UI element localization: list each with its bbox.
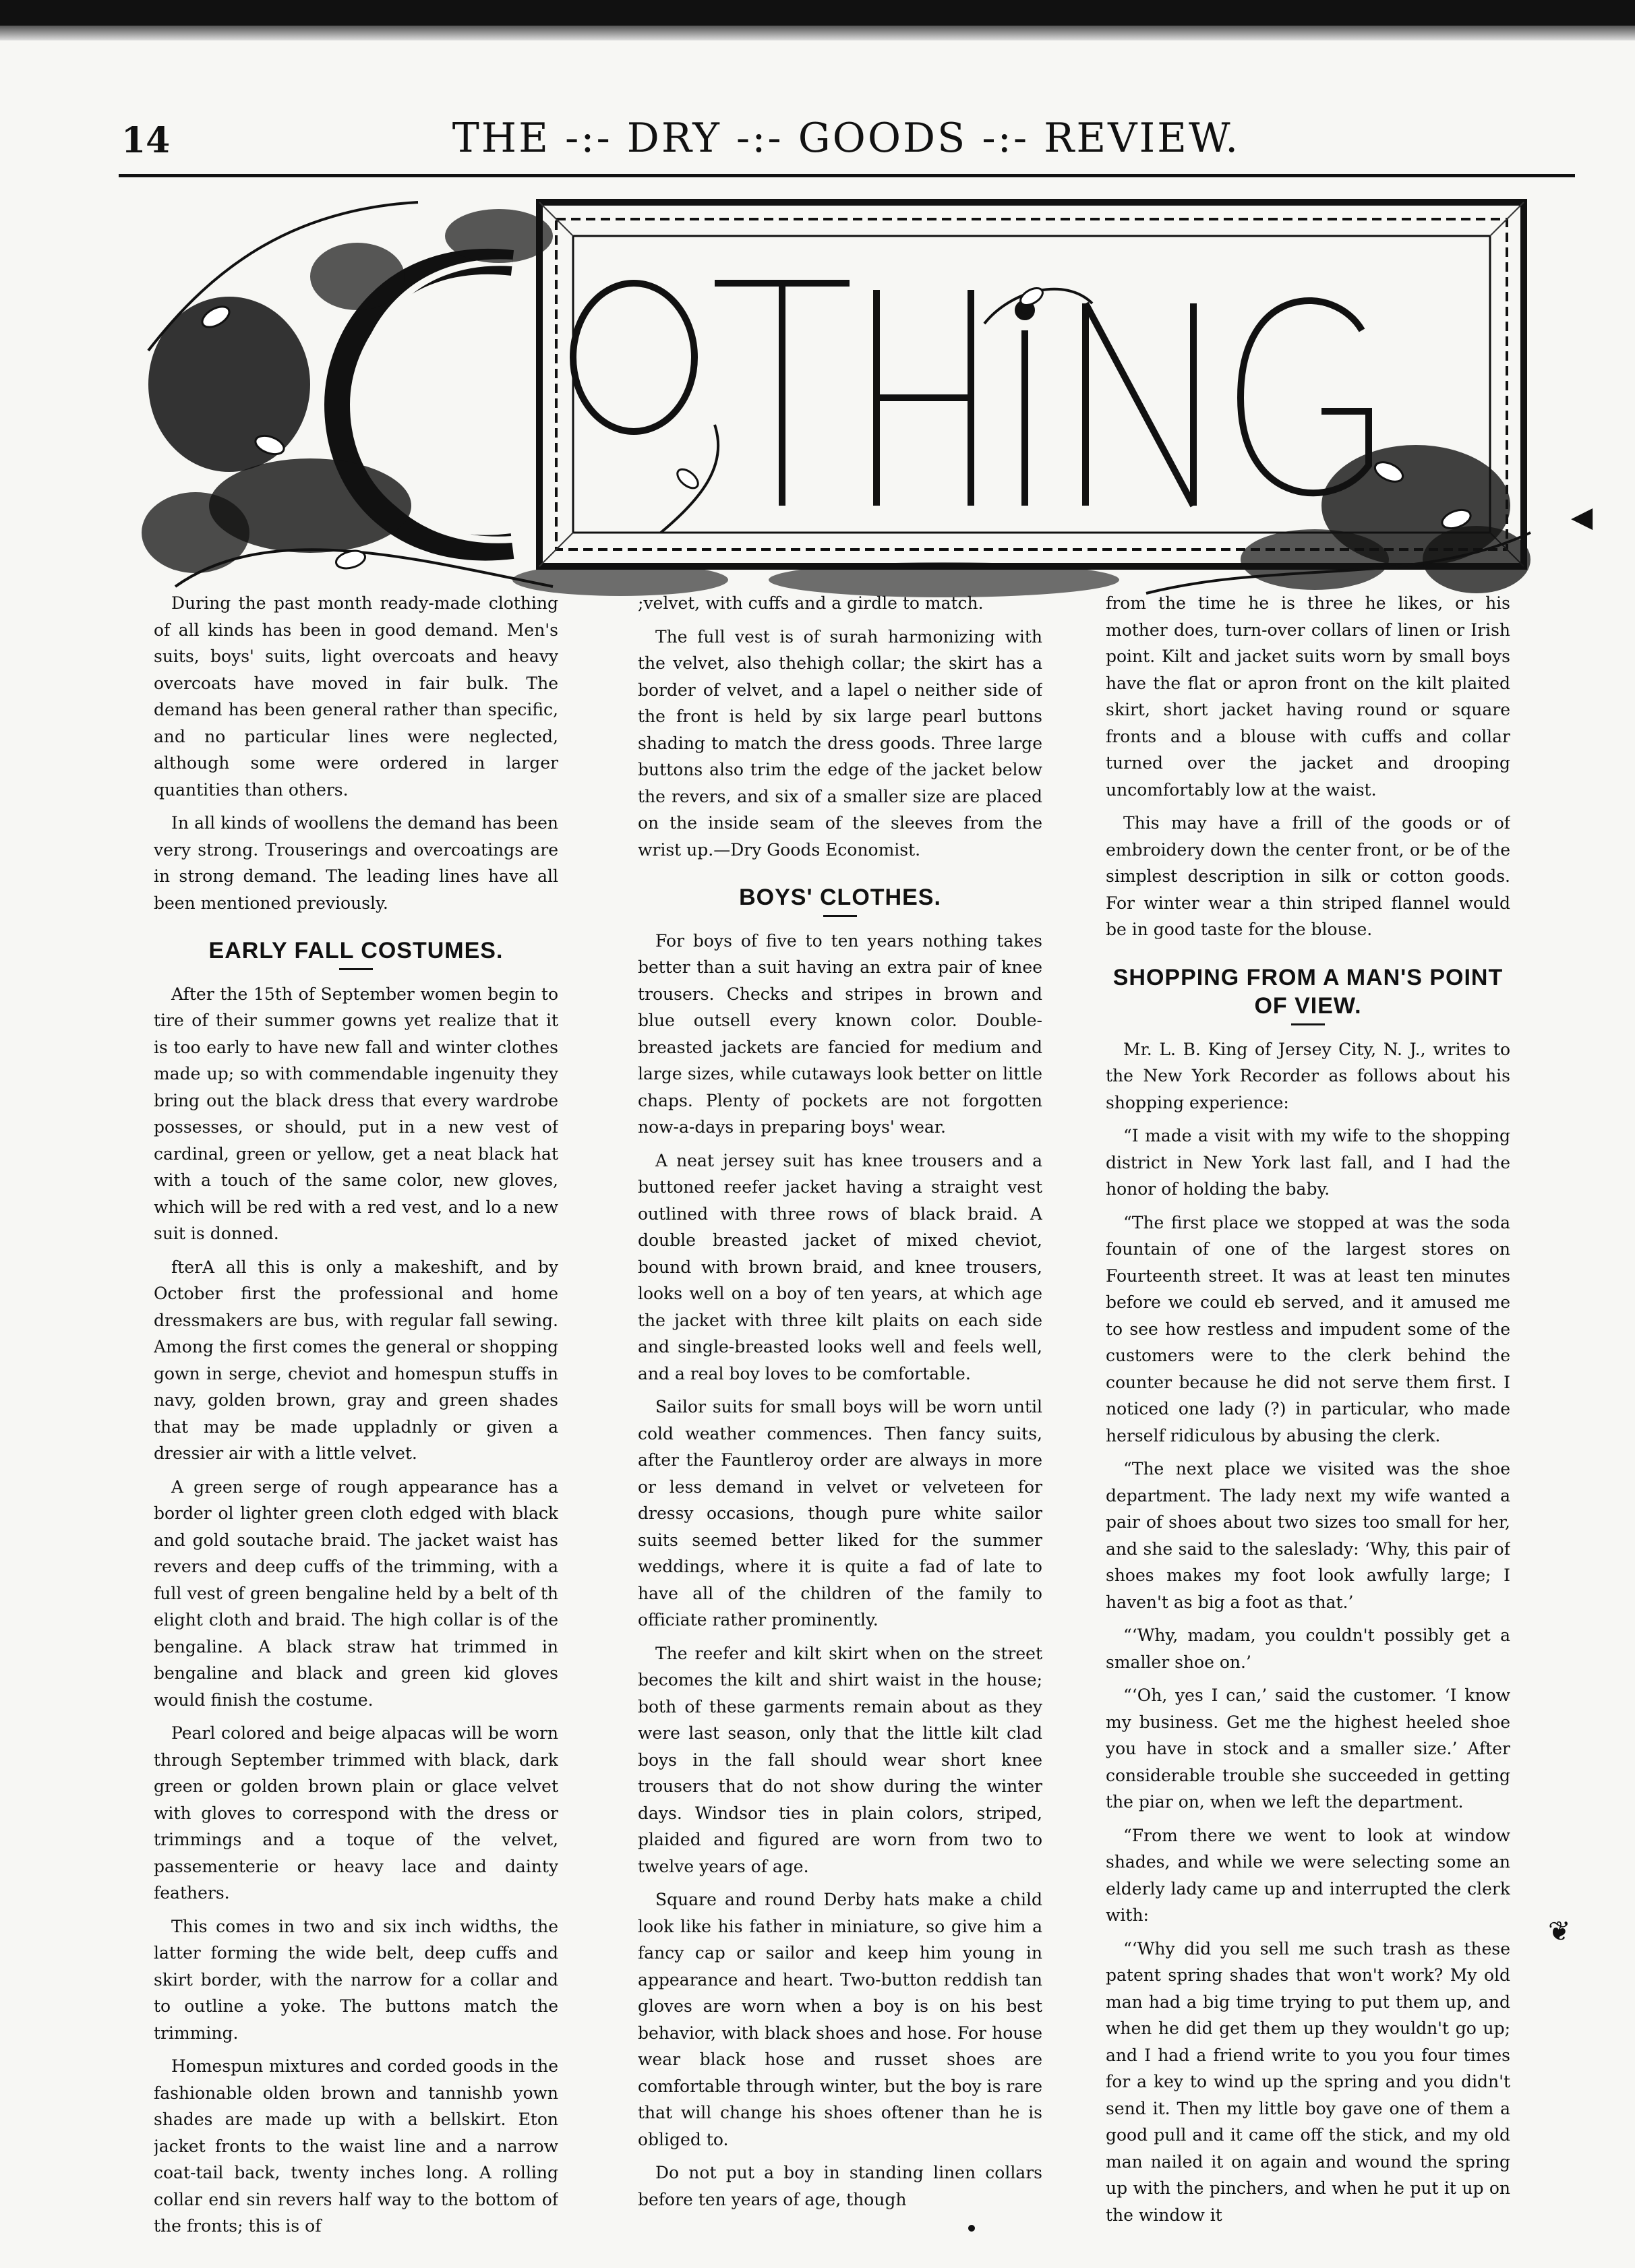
text-column-1	[154, 590, 558, 2235]
paragraph: fterA all this is only a makeshift, and by October first the professional and home dressmakers are bus, with regular fall sewing. Among the first comes the general or shopping gown in serge, cheviot and homespun stuffs in navy, golden brown, gray and green shades that may be made uppladnly or given a dressier air with a little velvet.	[154, 1257, 558, 1463]
paragraph: During the past month ready-made clothing of all kinds has been in good demand. Men's suits, boys' suits, light overcoats and heavy overcoats have moved in fair bulk. The demand has been general rather than specific, and no particular lines were neglected, although some were ordered in larger quantities than others.	[154, 593, 558, 800]
paragraph: “I made a visit with my wife to the shopping district in New York last fall, and I had the honor of holding the baby.	[1106, 1126, 1510, 1199]
text-column-3	[1106, 590, 1510, 2235]
paragraph: After the 15th of September women begin to tire of their summer gowns yet realize that it is too early to have new fall and winter clothes made up; so with commendable ingenuity they bring out the black dress that every wardrobe possesses, or should, put in a new vest of cardinal, green or yellow, get a neat black hat with a touch of the same color, new gloves, which will be red with a red vest, and lo a new suit is donned.	[154, 984, 558, 1243]
paragraph: In all kinds of woollens the demand has been very strong. Trouserings and overcoatings are in strong demand. The leading lines have all been mentioned previously.	[154, 813, 558, 913]
section-heading-rule	[1291, 1023, 1325, 1025]
header-rule	[119, 174, 1575, 177]
paragraph: Do not put a boy in standing linen collars before ten years of age, though	[638, 2163, 1042, 2209]
section-heading-rule	[339, 968, 373, 970]
scan-top-border	[0, 0, 1635, 26]
paragraph: “The next place we visited was the shoe department. The lady next my wife wanted a pair of shoes about two sizes too small for her, and she said to the saleslady: ‘Why, this pair of shoes makes my foot look awfully large; I haven't as big a foot as that.’	[1106, 1459, 1510, 1612]
paragraph: A neat jersey suit has knee trousers and a buttoned reefer jacket having a straight vest outlined with three rows of black braid. A double breasted jacket of mixed cheviot, bound with brown braid, and knee trousers, looks well on a boy of ten years, at which age the jacket with three kilt plaits on each side and single-breasted looks well and feels well, and a real boy loves to be comfortable.	[638, 1150, 1042, 1383]
paragraph: “‘Why did you sell me such trash as these patent spring shades that won't work? My old man had a big time trying to put them up, and when he did get them up they wouldn't go up; and I had a friend write to you you four times for a key to wind up the spring and you didn't send it. Then my little boy gave one of them a good pull and it came off the stick, and my old man nailed it on again and wound the spring up with the pinchers, and when he put it up on the window it	[1106, 1938, 1510, 2225]
paragraph: Homespun mixtures and corded goods in the fashionable olden brown and tannishb yown shades are made up with a bellskirt. Eton jacket fronts to the waist line and a narrow coat-tail back, twenty inches long. A rolling collar end sin revers half way to the bottom of the fronts; this is of	[154, 2056, 558, 2235]
section-heading: EARLY FALL COSTUMES.	[208, 938, 504, 963]
margin-mark: ◀	[1571, 500, 1593, 533]
paragraph: Mr. L. B. King of Jersey City, N. J., writes to the New York Recorder as follows about his shopping experience:	[1106, 1039, 1510, 1112]
clothing-banner-illustration	[135, 182, 1537, 607]
paragraph: This comes in two and six inch widths, the latter forming the wide belt, deep cuffs and skirt border, with the narrow for a collar and to outline a yoke. The buttons match the trimming.	[154, 1916, 558, 2043]
paragraph: Sailor suits for small boys will be worn until cold weather commences. Then fancy suits, after the Fauntleroy order are always in more or less demand in velvet or velveteen for dressy occasions, though pure white sailor suits seemed better liked for the summer weddings, where it is quite a fad of late to have all of the children of the family to officiate rather prominently.	[638, 1397, 1042, 1630]
section-heading-rule	[823, 915, 857, 917]
paragraph: The full vest is of surah harmonizing with the velvet, also thehigh collar; the skirt has a border of velvet, and a lapel o neither side of the front is held by six large pearl buttons shading to match the dress goods. Three large buttons also trim the edge of the jacket below the revers, and six of a smaller size are placed on the inside seam of the sleeves from the wrist up.—Dry Goods Economist.	[638, 626, 1042, 860]
text-column-2	[638, 590, 1042, 2235]
paragraph: For boys of five to ten years nothing takes better than a suit having an extra pair of knee trousers. Checks and stripes in brown and blue outsell every known color. Double-breasted jackets are fancied for medium and large sizes, while cutaways look better on little chaps. Plenty of pockets are not forgotten now-a-days in preparing boys' wear.	[638, 930, 1042, 1137]
paragraph: “From there we went to look at window shades, and while we were selecting some an elderly lady came up and interrupted the clerk with:	[1106, 1825, 1510, 1925]
paragraph: “‘Oh, yes I can,’ said the customer. ‘I know my business. Get me the highest heeled shoe you have in stock and a smaller size.’ After considerable trouble she succeeded in getting the piar on, when we left the department.	[1106, 1685, 1510, 1812]
section-heading: BOYS' CLOTHES.	[739, 885, 941, 910]
running-title: THE -:- DRY -:- GOODS -:- REVIEW.	[452, 115, 1241, 162]
paragraph: The reefer and kilt skirt when on the street becomes the kilt and shirt waist in the house; both of these garments remain about as they were last season, only that the little kilt clad boys in the fall should wear short knee trousers that do not show during the winter days. Windsor ties in plain colors, striped, plaided and figured are worn from two to twelve years of age.	[638, 1643, 1042, 1876]
page-header	[121, 115, 1571, 169]
section-heading: SHOPPING FROM A MAN'S POINT OF VIEW.	[1112, 964, 1504, 1019]
paragraph: Pearl colored and beige alpacas will be worn through September trimmed with black, dark green or golden brown plain or glace velvet with gloves to correspond with the dress or trimmings and a toque of the velvet, passementerie or heavy lace and dainty feathers.	[154, 1723, 558, 1903]
paragraph: ;velvet, with cuffs and a girdle to match.	[638, 593, 984, 613]
paragraph: A green serge of rough appearance has a border ol lighter green cloth edged with black and gold soutache braid. The jacket waist has revers and deep cuffs of the trimming, with a full vest of green bengaline held by a belt of th elight cloth and braid. The high collar is of the bengaline. A black straw hat trimmed in bengaline and black and green kid gloves would finish the costume.	[154, 1476, 558, 1710]
paragraph: from the time he is three he likes, or his mother does, turn-over collars of linen or Irish point. Kilt and jacket suits worn by small boys have the flat or apron front on the kilt plaited skirt, short jacket having round or square fronts and a blouse with cuffs and collar turned over the jacket and drooping uncomfortably low at the waist.	[1106, 593, 1510, 800]
scan-top-shade	[0, 26, 1635, 40]
paragraph: “The first place we stopped at was the soda fountain of one of the largest stores on Fourteenth street. It was at least ten minutes before we could eb served, and it amused me to see how restless and impudent some of the customers were to the clerk behind the counter because he did not serve them first. I noticed one lady (?) in particular, who made herself ridiculous by abusing the clerk.	[1106, 1212, 1510, 1445]
paragraph: Square and round Derby hats make a child look like his father in miniature, so give him a fancy cap or sailor and keep him young in appearance and heart. Two-button reddish tan gloves are worn when a boy is on his best behavior, with black shoes and hose. For house wear black hose and russet shoes are comfortable through winter, but the boy is rare that will change his shoes oftener than he is obliged to.	[638, 1890, 1042, 2149]
margin-mark-lower: ❦	[1548, 1916, 1571, 1947]
paragraph: This may have a frill of the goods or of embroidery down the center front, or be of the simplest description in silk or cotton goods. For winter wear a thin striped flannel would be in good taste for the blouse.	[1106, 813, 1510, 939]
page-number: 14	[121, 120, 171, 161]
paragraph: “‘Why, madam, you couldn't possibly get a smaller shoe on.’	[1106, 1625, 1510, 1672]
